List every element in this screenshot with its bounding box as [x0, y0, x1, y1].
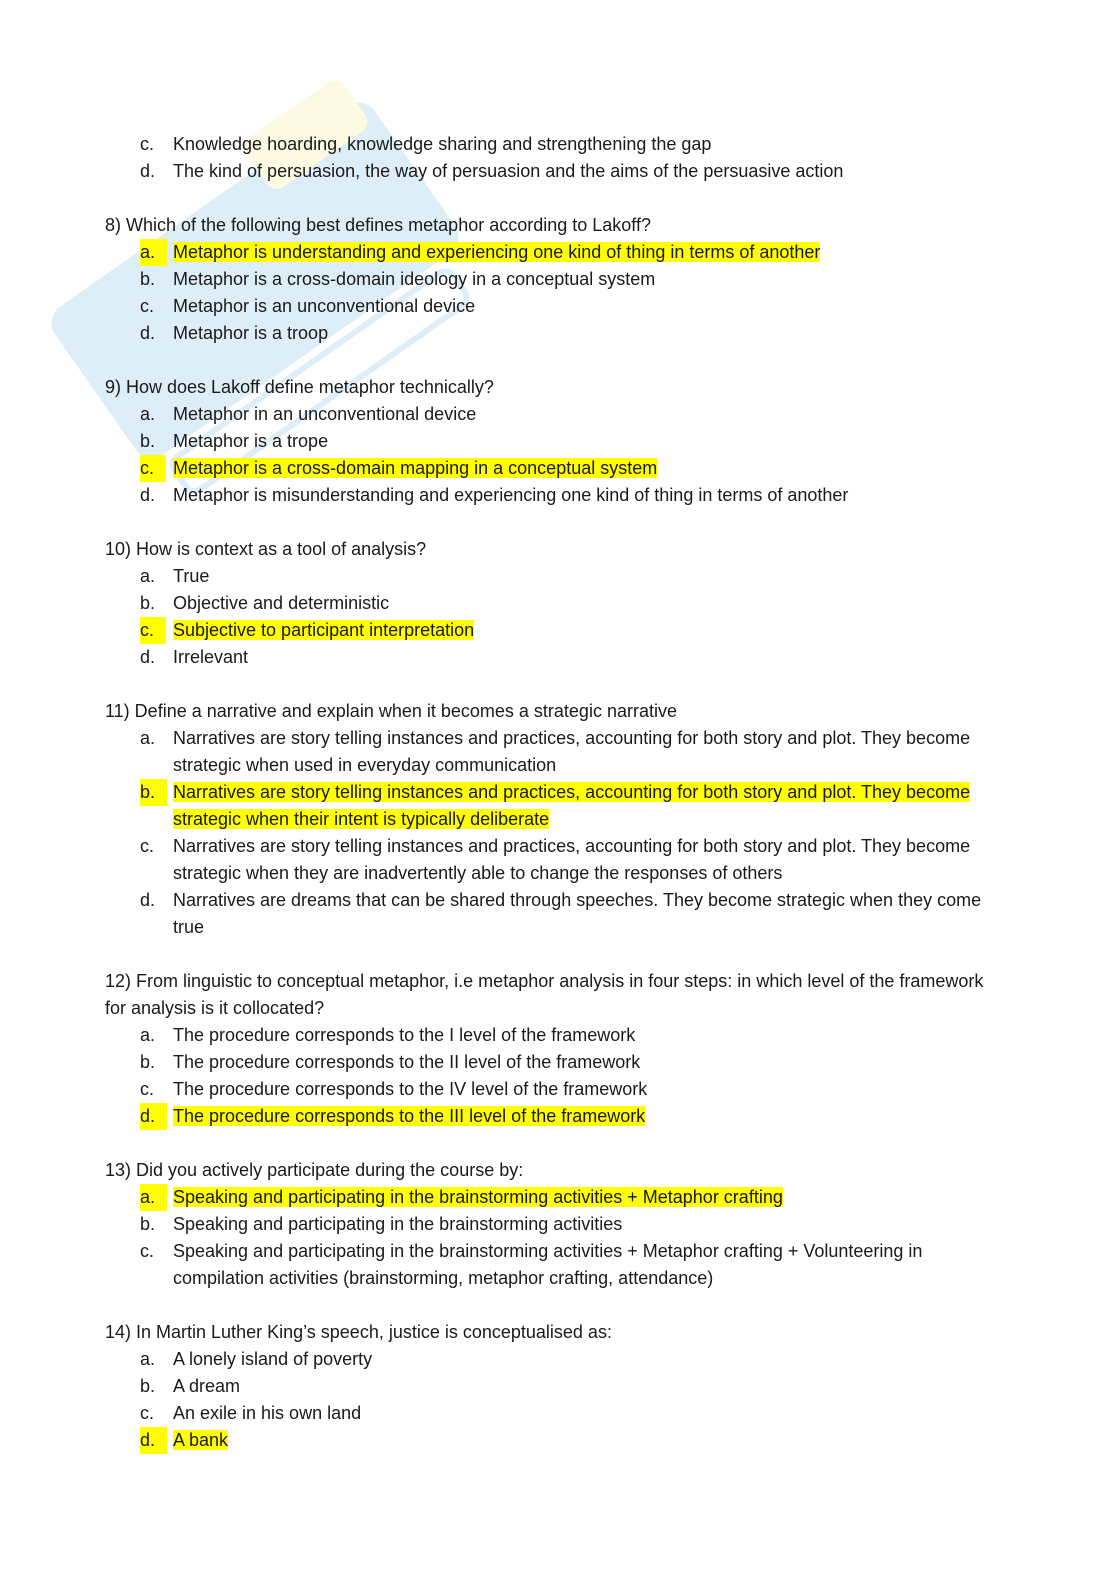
- answer-option: [105, 401, 985, 428]
- correct-answer-text: Metaphor is a cross-domain mapping in a conceptual system: [173, 458, 658, 478]
- correct-answer-text: Narratives are story telling instances and practices, accounting for both story and plot. They become strategic when their intent is typically deliberate: [173, 782, 971, 829]
- question-text: 13) Did you actively participate during the course by:: [105, 1160, 524, 1180]
- question-text: 12) From linguistic to conceptual metaphor, i.e metaphor analysis in four steps: in which level of the framework for analysis is it collocated?: [105, 971, 984, 1018]
- option-letter: a.: [140, 1349, 156, 1369]
- options-list: [105, 401, 985, 509]
- answer-option: [105, 1346, 985, 1373]
- option-text: Narratives are story telling instances and practices, accounting for both story and plot. They become strategic when they are inadvertently able to change the responses of others: [173, 836, 971, 883]
- answer-option: [105, 590, 985, 617]
- answer-option: [105, 887, 985, 941]
- answer-option: [105, 563, 985, 590]
- option-letter: a.: [140, 404, 156, 424]
- answer-option: [105, 1022, 985, 1049]
- option-text: The kind of persuasion, the way of persuasion and the aims of the persuasive action: [173, 161, 844, 181]
- answer-option: [105, 266, 985, 293]
- option-letter: c.: [140, 1241, 155, 1261]
- options-list: [105, 239, 985, 347]
- answer-option: [105, 428, 985, 455]
- answer-option: [105, 131, 985, 158]
- option-letter: a.: [140, 566, 156, 586]
- answer-option: [105, 1076, 985, 1103]
- correct-answer-text: A bank: [173, 1430, 229, 1450]
- question-block: [105, 212, 985, 347]
- question-block: [105, 536, 985, 671]
- option-letter: c.: [140, 296, 155, 316]
- answer-option: [105, 158, 985, 185]
- answer-option: [105, 644, 985, 671]
- answer-option: [105, 482, 985, 509]
- option-text: Metaphor is a troop: [173, 323, 329, 343]
- option-text: Objective and deterministic: [173, 593, 390, 613]
- question-text: 11) Define a narrative and explain when it becomes a strategic narrative: [105, 701, 677, 721]
- option-letter: b.: [140, 593, 156, 613]
- answer-option: [105, 239, 985, 266]
- question-block: [105, 698, 985, 941]
- answer-option: [105, 1400, 985, 1427]
- option-letter: c.: [140, 1079, 155, 1099]
- option-text: Metaphor in an unconventional device: [173, 404, 477, 424]
- option-letter: d.: [140, 890, 156, 910]
- answer-option: [105, 725, 985, 779]
- answer-option: [105, 1373, 985, 1400]
- answer-option: [105, 1427, 985, 1454]
- answer-option: [105, 779, 985, 833]
- question-block: [105, 374, 985, 509]
- option-text: An exile in his own land: [173, 1403, 362, 1423]
- option-letter: b.: [140, 1052, 156, 1072]
- options-list: [105, 725, 985, 941]
- option-text: A dream: [173, 1376, 241, 1396]
- option-text: The procedure corresponds to the IV level of the framework: [173, 1079, 648, 1099]
- answer-option: [105, 293, 985, 320]
- option-text: The procedure corresponds to the II level of the framework: [173, 1052, 641, 1072]
- question-block: [105, 1157, 985, 1292]
- question-text: 8) Which of the following best defines metaphor according to Lakoff?: [105, 215, 651, 235]
- option-text: Narratives are story telling instances and practices, accounting for both story and plot. They become strategic when used in everyday communication: [173, 728, 971, 775]
- option-text: Speaking and participating in the brainstorming activities: [173, 1214, 623, 1234]
- option-letter: d.: [140, 1427, 167, 1454]
- question-block: [105, 968, 985, 1130]
- option-letter: c.: [140, 455, 166, 482]
- option-letter: c.: [140, 1403, 155, 1423]
- question-text: 10) How is context as a tool of analysis?: [105, 539, 427, 559]
- option-letter: d.: [140, 323, 156, 343]
- option-letter: b.: [140, 1376, 156, 1396]
- option-letter: a.: [140, 1184, 167, 1211]
- answer-option: [105, 1103, 985, 1130]
- option-letter: b.: [140, 779, 167, 806]
- options-list: [105, 1022, 985, 1130]
- options-list: [105, 1346, 985, 1454]
- options-list: [105, 563, 985, 671]
- option-text: A lonely island of poverty: [173, 1349, 373, 1369]
- option-text: Narratives are dreams that can be shared through speeches. They become strategic when they come true: [173, 890, 982, 937]
- answer-option: [105, 320, 985, 347]
- answer-option: [105, 1238, 985, 1292]
- questions-list: [105, 212, 985, 1454]
- correct-answer-text: Speaking and participating in the brainstorming activities + Metaphor crafting: [173, 1187, 783, 1207]
- question-continued: [105, 131, 985, 185]
- answer-option: [105, 1184, 985, 1211]
- document-body: [105, 131, 985, 1454]
- option-letter: c.: [140, 617, 166, 644]
- question-text: 9) How does Lakoff define metaphor technically?: [105, 377, 494, 397]
- option-text: Metaphor is misunderstanding and experiencing one kind of thing in terms of another: [173, 485, 849, 505]
- option-text: Metaphor is a cross-domain ideology in a conceptual system: [173, 269, 656, 289]
- continued-options-list: [105, 131, 985, 185]
- option-text: True: [173, 566, 210, 586]
- option-letter: b.: [140, 269, 156, 289]
- answer-option: [105, 1211, 985, 1238]
- option-letter: d.: [140, 161, 156, 181]
- question-block: [105, 1319, 985, 1454]
- question-text: 14) In Martin Luther King’s speech, justice is conceptualised as:: [105, 1322, 612, 1342]
- correct-answer-text: Subjective to participant interpretation: [173, 620, 475, 640]
- answer-option: [105, 1049, 985, 1076]
- option-letter: a.: [140, 728, 156, 748]
- correct-answer-text: The procedure corresponds to the III level of the framework: [173, 1106, 646, 1126]
- answer-option: [105, 617, 985, 644]
- options-list: [105, 1184, 985, 1292]
- option-letter: c.: [140, 836, 155, 856]
- option-text: Metaphor is an unconventional device: [173, 296, 476, 316]
- option-letter: b.: [140, 1214, 156, 1234]
- answer-option: [105, 455, 985, 482]
- option-text: Metaphor is a trope: [173, 431, 329, 451]
- option-text: Speaking and participating in the brainstorming activities + Metaphor crafting + Volunteering in compilation activities (brainstorming, metaphor crafting, attendance): [173, 1241, 923, 1288]
- option-letter: c.: [140, 134, 155, 154]
- correct-answer-text: Metaphor is understanding and experiencing one kind of thing in terms of another: [173, 242, 821, 262]
- option-letter: a.: [140, 239, 167, 266]
- option-letter: d.: [140, 1103, 167, 1130]
- option-letter: d.: [140, 647, 156, 667]
- option-letter: d.: [140, 485, 156, 505]
- option-letter: b.: [140, 431, 156, 451]
- option-text: Knowledge hoarding, knowledge sharing and strengthening the gap: [173, 134, 712, 154]
- option-letter: a.: [140, 1025, 156, 1045]
- option-text: The procedure corresponds to the I level of the framework: [173, 1025, 636, 1045]
- option-text: Irrelevant: [173, 647, 249, 667]
- answer-option: [105, 833, 985, 887]
